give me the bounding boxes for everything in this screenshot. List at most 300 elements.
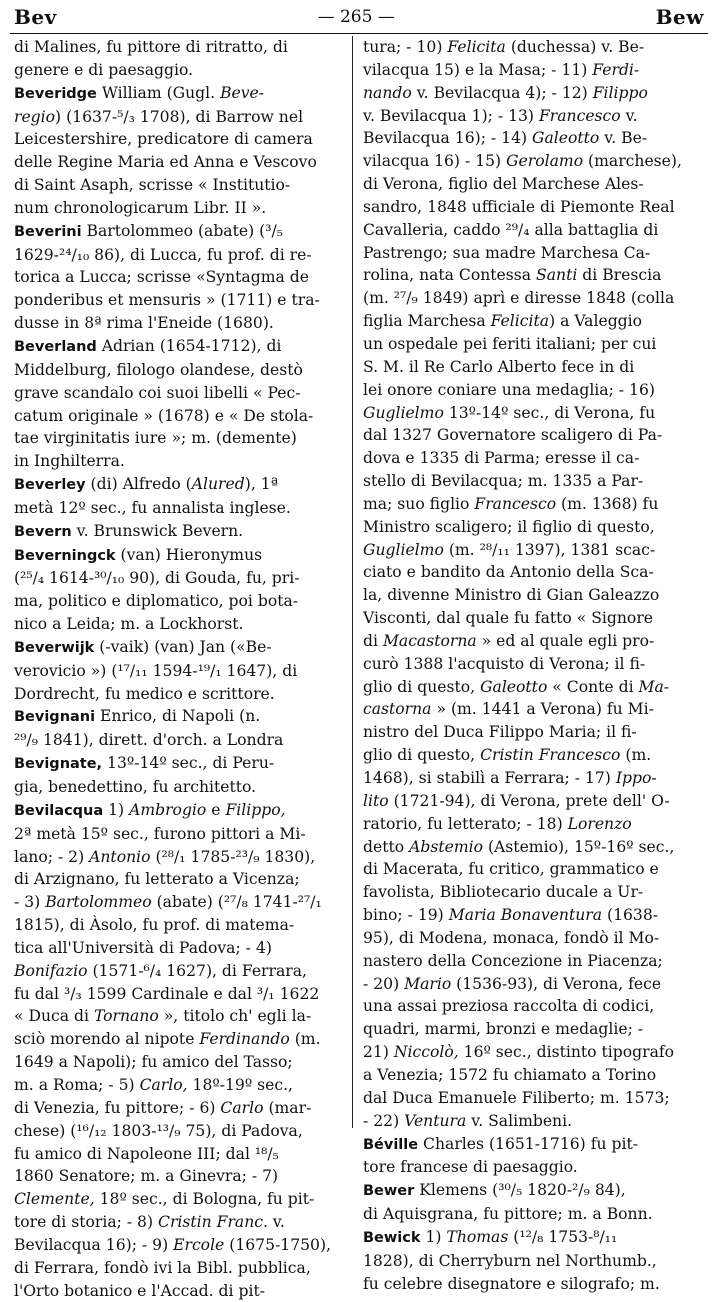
- text-run: 18º sec., di Bologna, fu pit-: [94, 1190, 315, 1209]
- text-run: Pastrengo; sua madre Marchesa Ca-: [363, 243, 651, 262]
- text-run: dova e 1335 di Parma; eresse il ca-: [363, 449, 640, 468]
- text-run: 1): [420, 1227, 447, 1246]
- text-run: (1638-: [602, 906, 659, 925]
- text-run: v.: [267, 1213, 285, 1232]
- text-run: ma; suo figlio: [363, 494, 475, 513]
- text-line: [14, 891, 354, 914]
- text-run: ) (1637-⁵/₃ 1708), di Barrow nel: [55, 107, 304, 126]
- text-run: (1536-93), di Verona, fece: [451, 974, 662, 993]
- text-line: [14, 1280, 354, 1302]
- text-run: quadri, marmi, bronzi e medaglie; -: [363, 1020, 644, 1039]
- text-line: [363, 447, 705, 470]
- text-run: di Venezia, fu pittore; - 6): [14, 1098, 221, 1117]
- text-run: Enrico, di Napoli (n.: [95, 707, 261, 726]
- entry-headword: Beverley: [14, 477, 86, 494]
- text-run: di Macerata, fu critico, grammatico e: [363, 860, 659, 879]
- text-run: glio di questo,: [363, 677, 481, 696]
- text-run: 1468), si stabilì a Ferrara; - 17): [363, 769, 616, 787]
- text-line: [363, 561, 705, 584]
- text-line: [14, 960, 354, 983]
- text-run: un ospedale pei feriti italiani; per cui: [363, 334, 657, 353]
- text-line: [14, 1211, 354, 1234]
- text-line: [14, 683, 354, 706]
- text-run: di Brescia: [577, 266, 662, 285]
- italic-name: Antonio: [89, 847, 151, 866]
- text-line: [14, 1234, 354, 1257]
- entry-headword: Beverwijk: [14, 639, 95, 656]
- text-line: [363, 1018, 705, 1041]
- text-run: (mar-: [263, 1098, 312, 1117]
- text-line: [363, 1133, 705, 1157]
- text-line: [14, 197, 354, 220]
- italic-name: nando: [363, 83, 412, 102]
- text-line: [14, 613, 354, 636]
- text-run: vilacqua 16) - 15): [363, 152, 507, 171]
- italic-name: Gerolamo: [506, 152, 584, 171]
- text-line: [14, 636, 354, 660]
- text-line: [14, 1120, 354, 1143]
- text-line: [14, 128, 354, 151]
- text-line: [14, 937, 354, 960]
- text-run: Charles (1651-1716) fu pit-: [418, 1134, 638, 1153]
- text-run: v. Salimbeni.: [466, 1111, 573, 1130]
- text-line: [14, 1074, 354, 1097]
- text-run: ²⁹/₉ 1841), dirett. d'orch. a Londra: [14, 731, 284, 750]
- text-run: Bevilacqua 16); - 9): [14, 1235, 174, 1254]
- text-run: glio di questo,: [363, 746, 481, 765]
- text-run: Leicestershire, predicatore di camera: [14, 130, 313, 149]
- text-run: 1860 Senatore; m. a Ginevra; - 7): [14, 1167, 279, 1186]
- text-run: » ed al quale egli pro-: [476, 631, 655, 650]
- text-line: [14, 312, 354, 335]
- text-run: Visconti, dal quale fu fatto « Signore: [363, 609, 654, 628]
- right-column: [363, 36, 705, 1293]
- text-run: Middelburg, filologo olandese, destò: [14, 360, 303, 379]
- text-line: [363, 150, 705, 173]
- italic-name: Ercole: [173, 1235, 225, 1254]
- text-run: ma, politico e diplomatico, poi bota-: [14, 592, 299, 611]
- italic-name: Felicita: [490, 312, 550, 331]
- text-run: di Saint Asaph, scrisse « Institutio-: [14, 176, 291, 195]
- text-line: [14, 220, 354, 244]
- text-line: [363, 196, 705, 219]
- text-line: [363, 470, 705, 493]
- text-run: catum originale » (1678) e « De stola-: [14, 406, 314, 425]
- entry-headword: Bevignani: [14, 709, 96, 726]
- text-run: di Malines, fu pittore di ritratto, di: [14, 38, 288, 56]
- italic-name: Guglielmo: [363, 403, 444, 422]
- text-run: (m. 1368) fu: [556, 494, 659, 513]
- italic-name: Ma-: [638, 677, 670, 696]
- text-run: Bevilacqua 16); - 14): [363, 129, 533, 148]
- italic-name: Niccolò,: [393, 1043, 459, 1062]
- text-run: - 22): [363, 1111, 405, 1130]
- text-line: [14, 1028, 354, 1051]
- text-line: [363, 767, 705, 790]
- italic-name: regio: [14, 107, 56, 126]
- italic-name: Ferdi-: [592, 60, 640, 79]
- text-line: [363, 1273, 705, 1296]
- text-run: la, divenne Ministro di Gian Galeazzo: [363, 586, 660, 605]
- text-line: [363, 607, 705, 630]
- text-run: (²⁵/₄ 1614-³⁰/₁₀ 90), di Gouda, fu, pri-: [14, 569, 300, 588]
- text-run: stello di Bevilacqua; m. 1335 a Par-: [363, 472, 644, 491]
- text-run: S. M. il Re Carlo Alberto fece in di: [363, 357, 635, 376]
- italic-name: Thomas: [446, 1227, 509, 1246]
- text-line: [14, 359, 354, 382]
- text-line: [363, 995, 705, 1018]
- text-line: [14, 729, 354, 752]
- text-run: - 3): [14, 893, 46, 912]
- text-line: [363, 127, 705, 150]
- text-line: [363, 379, 705, 402]
- page-header: [14, 4, 704, 30]
- text-line: [363, 698, 705, 721]
- italic-name: Mario: [404, 974, 452, 993]
- italic-name: Bonifazio: [14, 961, 88, 980]
- header-right-guide-word: Bew: [655, 5, 704, 29]
- text-line: [363, 1179, 705, 1203]
- text-line: [14, 1188, 354, 1211]
- text-line: [14, 823, 354, 846]
- text-run: Cavalleria, caddo ²⁹/₄ alla battaglia di: [363, 220, 659, 239]
- text-line: [363, 950, 705, 973]
- text-run: 13º-14º sec., di Peru-: [102, 754, 275, 773]
- text-run: 18º-19º sec.,: [187, 1075, 294, 1094]
- italic-name: Francesco: [538, 106, 621, 125]
- text-line: [14, 776, 354, 799]
- text-run: tica all'Università di Padova; - 4): [14, 938, 272, 957]
- header-rule: [10, 33, 708, 34]
- text-run: una assai preziosa raccolta di codici,: [363, 997, 655, 1016]
- text-line: [363, 927, 705, 950]
- text-run: figlia Marchesa: [363, 312, 491, 331]
- text-line: [363, 539, 705, 562]
- text-run: 16º sec., distinto tipografo: [458, 1043, 675, 1062]
- page-number: — 265 —: [317, 7, 395, 27]
- text-line: [363, 1156, 705, 1179]
- text-line: [363, 630, 705, 653]
- text-line: [14, 520, 354, 544]
- text-line: [363, 1064, 705, 1087]
- text-line: [363, 173, 705, 196]
- italic-name: Clemente,: [14, 1190, 95, 1209]
- text-run: nistro del Duca Filippo Maria; il fi-: [363, 723, 637, 742]
- text-line: [14, 590, 354, 613]
- text-line: [363, 721, 705, 744]
- text-run: e: [206, 800, 226, 819]
- text-run: favolista, Bibliotecario ducale a Ur-: [363, 883, 644, 902]
- italic-name: Galeotto: [532, 129, 600, 148]
- text-line: [363, 790, 705, 813]
- text-run: « Duca di: [14, 1007, 94, 1026]
- text-run: 1815), di Àsolo, fu prof. di matema-: [14, 916, 295, 935]
- text-line: [14, 544, 354, 568]
- entry-headword: Beveridge: [14, 85, 97, 102]
- text-run: (1721-94), di Verona, prete dell' O-: [388, 791, 670, 810]
- text-run: (van) Hieronymus: [115, 545, 263, 564]
- text-run: tae virginitatis iure »; m. (demente): [14, 429, 297, 448]
- entry-headword: Bevern: [14, 523, 72, 540]
- text-run: 2ª metà 15º sec., furono pittori a Mi-: [14, 824, 306, 843]
- text-run: tore francese di paesaggio.: [363, 1158, 578, 1177]
- text-run: di Arzignano, fu letterato a Vicenza;: [14, 870, 300, 889]
- text-run: (di) Alfredo (: [85, 475, 192, 494]
- text-run: torica a Lucca; scrisse «Syntagma de: [14, 268, 309, 287]
- text-run: Dordrecht, fu medico e scrittore.: [14, 684, 275, 703]
- text-line: [363, 59, 705, 82]
- text-run: gia, benedettino, fu architetto.: [14, 778, 257, 796]
- text-run: ) a Valeggio: [549, 312, 643, 331]
- text-line: [363, 904, 705, 927]
- text-run: », titolo ch' egli la-: [158, 1007, 312, 1026]
- entry-headword: Beverland: [14, 338, 97, 355]
- text-run: ciato e bandito da Antonio della Sca-: [363, 563, 654, 582]
- entry-headword: Béville: [363, 1136, 419, 1153]
- text-line: [363, 242, 705, 265]
- italic-name: Cristin Franc.: [158, 1213, 268, 1232]
- text-run: curò 1388 l'acquisto di Verona; il fi-: [363, 654, 646, 673]
- text-line: [14, 1165, 354, 1188]
- text-line: [363, 881, 705, 904]
- text-line: [14, 151, 354, 174]
- text-run: di: [363, 631, 383, 650]
- text-run: ponderibus et mensuris » (1711) e tra-: [14, 291, 320, 310]
- italic-name: Galeotto: [480, 677, 548, 696]
- text-run: grave scandalo coi suoi libelli « Pec-: [14, 383, 301, 402]
- text-run: di Ferrara, fondò ivi la Bibl. pubblica,: [14, 1258, 311, 1277]
- text-line: [14, 799, 354, 823]
- text-run: vilacqua 15) e la Masa; - 11): [363, 60, 593, 79]
- text-line: [14, 335, 354, 359]
- text-run: (m.: [620, 746, 652, 765]
- text-line: [363, 424, 705, 447]
- italic-name: Abstemio: [409, 837, 483, 856]
- text-run: fu amico di Napoleone III; dal ¹⁸/₅: [14, 1144, 279, 1163]
- text-run: (abate) (²⁷/₈ 1741-²⁷/₁: [151, 893, 322, 912]
- italic-name: Guglielmo: [363, 540, 444, 559]
- text-line: [363, 858, 705, 881]
- text-run: (1675-1750),: [224, 1235, 332, 1254]
- header-left-guide-word: Bev: [14, 5, 57, 29]
- text-run: dusse in 8ª rima l'Eneide (1680).: [14, 314, 274, 333]
- text-run: bino; - 19): [363, 906, 449, 925]
- text-line: [14, 1257, 354, 1280]
- column-divider: [352, 36, 353, 1128]
- entry-headword: Bewick: [363, 1229, 421, 1246]
- text-run: di Verona, figlio del Marchese Ales-: [363, 175, 644, 194]
- text-line: [363, 744, 705, 767]
- text-run: Ministro scaligero; il figlio di questo,: [363, 517, 655, 536]
- text-line: [14, 1051, 354, 1074]
- text-run: Adrian (1654-1712), di: [96, 336, 282, 355]
- italic-name: Carlo,: [139, 1075, 188, 1094]
- italic-name: Carlo: [220, 1098, 264, 1117]
- text-run: lei onore coniare una medaglia; - 16): [363, 380, 655, 399]
- text-line: [14, 473, 354, 497]
- italic-name: Francesco: [474, 494, 557, 513]
- entry-headword: Bewer: [363, 1183, 415, 1200]
- text-run: a Venezia; 1572 fu chiamato a Torino: [363, 1065, 657, 1084]
- italic-name: Bartolommeo: [45, 893, 152, 912]
- entry-headword: Bevilacqua: [14, 802, 104, 819]
- text-line: [14, 846, 354, 869]
- italic-name: Cristin Francesco: [480, 746, 621, 765]
- italic-name: Lorenzo: [567, 814, 632, 833]
- text-line: [363, 1226, 705, 1250]
- italic-name: Ventura: [404, 1111, 467, 1130]
- text-line: [363, 264, 705, 287]
- text-line: [14, 174, 354, 197]
- text-run: Klemens (³⁰/₅ 1820-²/₉ 84),: [414, 1181, 626, 1200]
- text-run: 13º-14º sec., di Verona, fu: [443, 403, 656, 422]
- text-run: Bartolommeo (abate) (³/₅: [81, 221, 283, 240]
- text-run: (m. ²⁷/₉ 1849) aprì e diresse 1848 (colla: [363, 289, 675, 308]
- text-line: [14, 1097, 354, 1120]
- italic-name: Maria Bonaventura: [448, 906, 603, 925]
- text-run: tore di storia; - 8): [14, 1213, 159, 1232]
- text-run: » (m. 1441 a Verona) fu Mi-: [431, 700, 654, 719]
- text-line: [14, 405, 354, 428]
- text-line: [14, 752, 354, 776]
- text-line: [14, 983, 354, 1006]
- italic-name: Filippo: [592, 83, 648, 102]
- text-run: lano; - 2): [14, 847, 90, 866]
- text-line: [14, 660, 354, 683]
- text-line: [14, 1005, 354, 1028]
- text-line: [363, 516, 705, 539]
- text-run: dal 1327 Governatore scaligero di Pa-: [363, 426, 663, 445]
- text-line: [363, 584, 705, 607]
- text-run: 1629-²⁴/₁₀ 86), di Lucca, fu prof. di re-: [14, 245, 312, 264]
- text-run: - 20): [363, 974, 405, 993]
- left-column: [14, 36, 354, 1300]
- text-run: (m. ²⁸/₁₁ 1397), 1381 scac-: [443, 540, 656, 559]
- text-run: sandro, 1848 ufficiale di Piemonte Real: [363, 197, 675, 216]
- text-run: 1649 a Napoli); fu amico del Tasso;: [14, 1053, 293, 1072]
- text-run: delle Regine Maria ed Anna e Vescovo: [14, 153, 317, 172]
- text-run: dal Duca Emanuele Filiberto; m. 1573;: [363, 1088, 670, 1107]
- text-run: v.: [620, 106, 638, 125]
- text-line: [14, 59, 354, 82]
- text-line: [363, 1110, 705, 1133]
- italic-name: castorna: [363, 700, 432, 719]
- text-run: metà 12º sec., fu annalista inglese.: [14, 498, 291, 517]
- text-run: v. Bevilacqua 4); - 12): [411, 83, 593, 102]
- text-run: fu dal ³/₃ 1599 Cardinale e dal ³/₁ 1622: [14, 984, 320, 1003]
- italic-name: Tornano: [93, 1007, 159, 1026]
- text-run: (²⁸/₁ 1785-²³/₉ 1830),: [150, 847, 316, 866]
- text-run: tura; - 10): [363, 38, 448, 56]
- italic-name: Ambrogio: [129, 800, 207, 819]
- text-run: (-vaik) (van) Jan («Be-: [94, 637, 272, 656]
- italic-name: Santi: [536, 266, 578, 285]
- text-line: [14, 868, 354, 891]
- text-run: num chronologicarum Libr. II ».: [14, 198, 267, 217]
- text-line: [363, 1250, 705, 1273]
- text-line: [363, 813, 705, 836]
- italic-name: Ferdinando: [199, 1030, 290, 1049]
- text-line: [14, 567, 354, 590]
- text-line: [363, 356, 705, 379]
- text-run: 21): [363, 1043, 394, 1062]
- text-line: [363, 333, 705, 356]
- text-run: in Inghilterra.: [14, 452, 125, 471]
- text-line: [363, 402, 705, 425]
- text-run: 1828), di Cherryburn nel Northumb.,: [363, 1251, 657, 1270]
- text-run: (marchese),: [583, 152, 682, 171]
- text-line: [363, 219, 705, 242]
- text-line: [363, 973, 705, 996]
- italic-name: Beve-: [220, 83, 265, 102]
- text-run: (¹²/₈ 1753-⁸/₁₁: [508, 1227, 618, 1246]
- text-line: [363, 36, 705, 59]
- text-run: 95), di Modena, monaca, fondò il Mo-: [363, 928, 660, 947]
- text-line: [363, 836, 705, 859]
- text-line: [363, 1203, 705, 1226]
- text-run: fu celebre disegnatore e silografo; m.: [363, 1274, 660, 1293]
- text-run: ), 1ª: [244, 475, 279, 494]
- text-run: v. Brunswick Bevern.: [71, 521, 244, 540]
- text-line: [363, 105, 705, 128]
- italic-name: Filippo,: [225, 800, 286, 819]
- text-run: l'Orto botanico e l'Accad. di pit-: [14, 1281, 265, 1300]
- text-run: sciò morendo al nipote: [14, 1030, 200, 1049]
- text-run: nico a Leida; m. a Lockhorst.: [14, 615, 244, 634]
- text-run: 1): [103, 800, 130, 819]
- text-run: chese) (¹⁶/₁₂ 1803-¹³/₉ 75), di Padova,: [14, 1121, 303, 1140]
- text-line: [14, 450, 354, 473]
- text-line: [363, 82, 705, 105]
- text-run: William (Gugl.: [96, 83, 221, 102]
- text-run: di Aquisgrana, fu pittore; m. a Bonn.: [363, 1205, 653, 1224]
- text-run: detto: [363, 837, 410, 856]
- italic-name: lito: [363, 791, 389, 810]
- text-run: nastero della Concezione in Piacenza;: [363, 951, 663, 970]
- italic-name: Macastorna: [382, 631, 477, 650]
- text-line: [363, 287, 705, 310]
- text-run: (Astemio), 15º-16º sec.,: [483, 837, 675, 856]
- text-line: [14, 82, 354, 106]
- text-line: [14, 1143, 354, 1166]
- text-run: m. a Roma; - 5): [14, 1075, 140, 1094]
- text-run: rolina, nata Contessa: [363, 266, 537, 285]
- text-line: [14, 106, 354, 129]
- text-run: (1571-⁶/₄ 1627), di Ferrara,: [87, 961, 307, 980]
- text-line: [14, 244, 354, 267]
- entry-headword: Beverini: [14, 223, 82, 240]
- text-line: [363, 493, 705, 516]
- text-run: v. Be-: [599, 129, 648, 148]
- entry-headword: Bevignate,: [14, 756, 103, 773]
- italic-name: Ippo-: [615, 769, 657, 787]
- text-line: [14, 497, 354, 520]
- text-line: [363, 1087, 705, 1110]
- text-run: verovicio ») (¹⁷/₁₁ 1594-¹⁹/₁ 1647), di: [14, 661, 298, 680]
- text-line: [14, 914, 354, 937]
- text-line: [14, 36, 354, 59]
- italic-name: Felicita: [447, 38, 506, 56]
- text-run: genere e di paesaggio.: [14, 60, 194, 79]
- text-line: [363, 676, 705, 699]
- text-line: [363, 310, 705, 333]
- text-run: « Conte di: [547, 677, 639, 696]
- text-line: [363, 653, 705, 676]
- text-run: (m.: [289, 1030, 321, 1049]
- text-run: v. Bevilacqua 1); - 13): [363, 106, 539, 125]
- entry-headword: Beverningck: [14, 547, 116, 564]
- text-line: [14, 266, 354, 289]
